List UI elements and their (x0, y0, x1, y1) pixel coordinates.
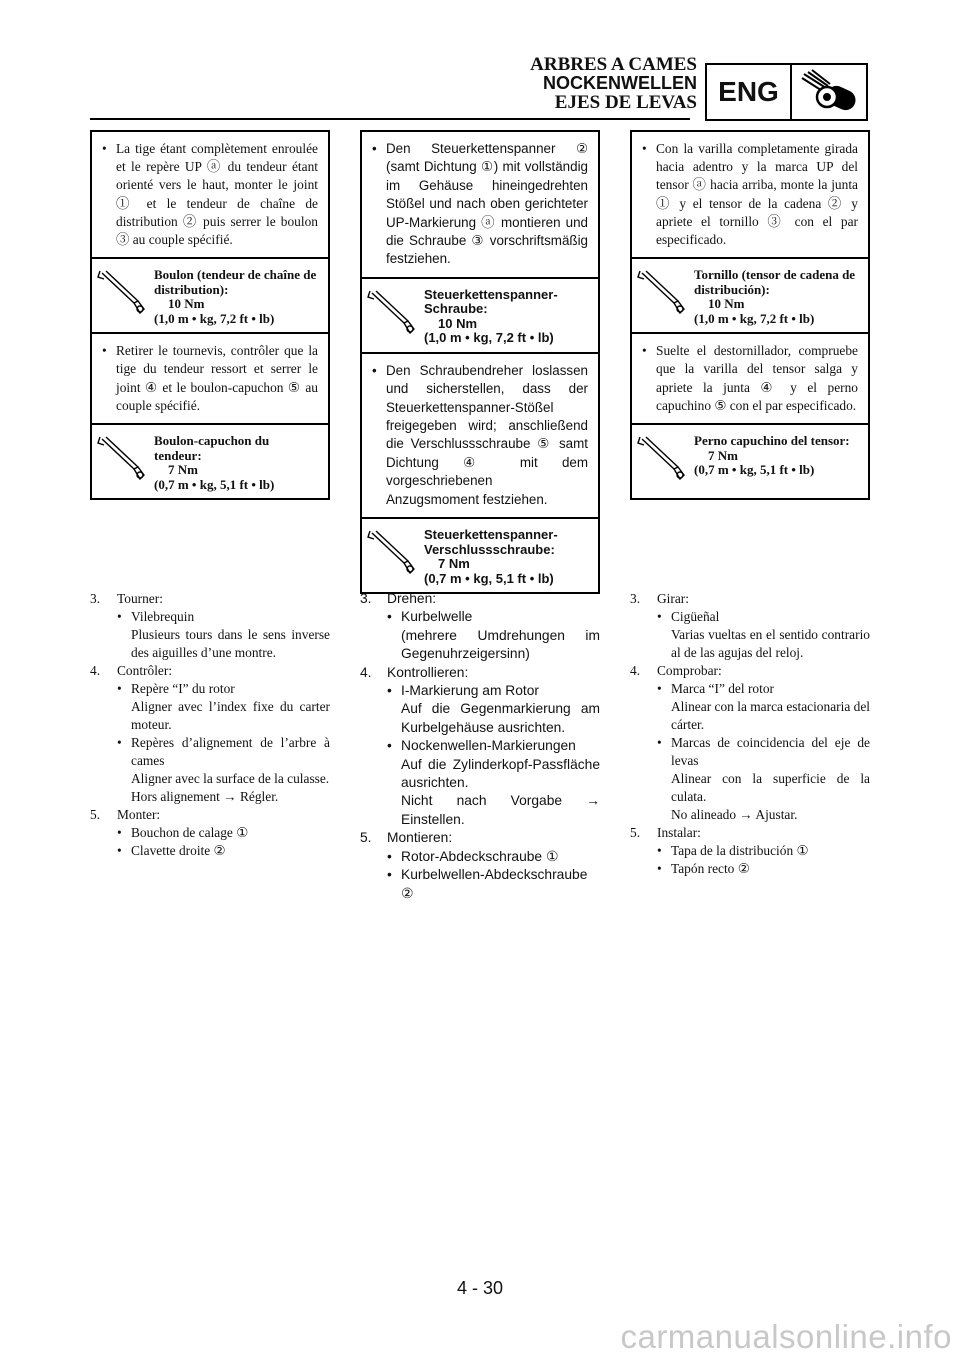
bullet: • (117, 843, 122, 858)
step-sub-item (90, 680, 330, 698)
steps-fr (90, 590, 330, 860)
spec-box-fr (90, 130, 330, 500)
torque-spec-es-1 (632, 259, 868, 334)
page-number: 4 - 30 (456, 1278, 504, 1298)
bullet: • (657, 681, 662, 696)
torque-wrench-icon (96, 265, 154, 326)
section-title-de: NOCKENWELLEN (543, 73, 697, 93)
section-title-es: EJES DE LEVAS (554, 92, 697, 113)
step-sub-text: Marcas de coincidencia del eje de levas (671, 735, 870, 768)
torque-value-nm: 7 Nm (168, 462, 198, 478)
step-sub-text: Auf die Gegenmarkierung am Kurbelgehäuse ausrichten. (401, 701, 600, 735)
eng-label: ENG (707, 65, 792, 119)
step-sub-item (360, 608, 600, 626)
step-sub-item (90, 788, 330, 806)
step-number: 3. (90, 591, 101, 606)
torque-value-nm: 10 Nm (168, 296, 205, 312)
torque-spec-fr-1 (92, 259, 328, 334)
step-number: 4. (630, 663, 641, 678)
step-number: 3. (360, 591, 372, 606)
step-sub-item (90, 698, 330, 734)
step-item (360, 590, 600, 608)
step-sub-text: Marca “I” del rotor (671, 681, 774, 696)
instruction-es-1: • Con la varilla completamente girada hacia adentro y la marca UP del tensor ⓐ hacia arriba, monte la junta ① y el tensor de la cadena ② y apriete el tornillo ③ con el par especificado. (632, 132, 868, 259)
bullet (387, 700, 401, 737)
step-sub-text: (mehrere Umdrehungen im Gegenuhrzeigersinn) (401, 627, 600, 662)
torque-name: Perno capuchino del tensor: (694, 433, 850, 449)
step-sub-item (90, 626, 330, 662)
bullet (117, 698, 131, 734)
torque-spec-de-1 (362, 279, 598, 354)
bullet: • (387, 683, 392, 699)
bullet (117, 770, 131, 788)
step-number: 5. (90, 807, 101, 822)
step-sub-item (630, 626, 870, 662)
step-sub-item (630, 698, 870, 734)
bullet (387, 756, 401, 793)
torque-name: Steuerkettenspanner-Verschlussschraube: (424, 527, 558, 557)
step-label: Monter: (117, 807, 161, 822)
torque-name: Tornillo (tensor de cadena de distribución): (694, 267, 856, 297)
step-sub-item (630, 770, 870, 806)
torque-wrench-icon (96, 431, 154, 492)
step-item (90, 806, 330, 824)
step-item (360, 664, 600, 682)
torque-spec-de-2 (362, 519, 598, 592)
step-sub-item (360, 792, 600, 829)
header-rule (90, 118, 690, 120)
step-sub-text: Rotor-Abdeckschraube ① (401, 848, 559, 864)
steps-de (360, 590, 600, 903)
instruction-fr-1: • La tige étant complètement enroulée et le repère UP ⓐ du tendeur étant orienté vers le haut, monter le joint ① et le tendeur de chaîne de distribution ② puis serrer le boulon ③ au couple spécifié. (92, 132, 328, 259)
instruction-fr-2: • Retirer le tournevis, contrôler que la tige du tendeur ressort et serrer le joint ④ et le boulon-capuchon ⑤ au couple spécifié. (92, 334, 328, 425)
step-sub-text: Kurbelwelle (401, 609, 473, 625)
bullet (657, 770, 671, 806)
step-number: 4. (90, 663, 101, 678)
step-item (360, 829, 600, 847)
step-sub-text: Repères d’alignement de l’arbre à cames (131, 735, 330, 768)
bullet (387, 792, 401, 829)
step-sub-text: Auf die Zylinderkopf-Passfläche ausrichten. (401, 756, 600, 791)
step-sub-item (360, 627, 600, 664)
step-sub-item (90, 734, 330, 770)
torque-wrench-icon (636, 431, 694, 492)
step-label: Contrôler: (117, 663, 173, 678)
step-sub-item (630, 806, 870, 824)
step-number: 4. (360, 664, 372, 680)
step-sub-item (360, 700, 600, 737)
bullet: • (387, 867, 392, 883)
step-item (630, 662, 870, 680)
torque-spec-es-2 (632, 425, 868, 498)
bullet (657, 806, 671, 824)
step-sub-item (90, 770, 330, 788)
step-sub-item (630, 842, 870, 860)
step-sub-text: Aligner avec la surface de la culasse. (131, 771, 330, 786)
torque-value-alt: (0,7 m • kg, 5,1 ft • lb) (154, 476, 275, 492)
step-sub-text: Plusieurs tours dans le sens inverse des aiguilles d’une montre. (131, 627, 330, 660)
spec-box-es (630, 130, 870, 500)
step-sub-text: I-Markierung am Rotor (401, 683, 540, 699)
torque-name: Steuerkettenspanner-Schraube: (424, 286, 558, 317)
bullet: • (387, 848, 392, 864)
camshaft-icon (792, 65, 866, 119)
step-sub-item (90, 824, 330, 842)
step-sub-item (360, 756, 600, 793)
instruction-de-1: • Den Steuerkettenspanner ② (samt Dichtung ①) mit vollständig im Gehäuse hineingedrehten Stößel und nach oben gerichteter UP-Markierung ⓐ montieren und die Schraube ③ vorschriftsmäßig festziehen. (362, 132, 598, 279)
step-sub-text: Varias vueltas en el sentido contrario al de las agujas del reloj. (671, 627, 870, 660)
torque-wrench-icon (366, 285, 424, 346)
step-label: Tourner: (117, 591, 163, 606)
bullet: • (387, 738, 392, 754)
step-number: 5. (630, 825, 641, 840)
torque-value-nm: 7 Nm (438, 556, 470, 572)
step-sub-item (360, 866, 600, 903)
step-sub-item (630, 680, 870, 698)
step-number: 3. (630, 591, 641, 606)
bullet (117, 626, 131, 662)
step-sub-text: Tapa de la distribución ① (671, 843, 809, 858)
torque-value-alt: (1,0 m • kg, 7,2 ft • lb) (154, 310, 275, 326)
step-label: Montieren: (387, 830, 453, 846)
step-sub-item (630, 608, 870, 626)
step-sub-text: Tapón recto ② (671, 861, 750, 876)
step-sub-text: Repère “I” du rotor (131, 681, 235, 696)
bullet: • (387, 609, 392, 625)
step-sub-item (360, 848, 600, 866)
torque-value-alt: (0,7 m • kg, 5,1 ft • lb) (694, 462, 815, 478)
torque-wrench-icon (366, 525, 424, 586)
eng-badge (705, 63, 868, 121)
spec-box-de (360, 130, 600, 594)
step-sub-item (630, 860, 870, 878)
torque-value-nm: 7 Nm (708, 447, 738, 463)
bullet: • (657, 861, 662, 876)
step-label: Girar: (657, 591, 689, 606)
bullet (657, 698, 671, 734)
step-sub-item (360, 682, 600, 700)
step-sub-text: Alinear con la marca estacionaria del cárter. (671, 699, 870, 732)
step-sub-text: Nockenwellen-Markierungen (401, 738, 576, 754)
torque-spec-fr-2 (92, 425, 328, 498)
step-sub-text: Cigüeñal (671, 609, 720, 624)
watermark: carmanualsonline.info (620, 1318, 952, 1355)
step-item (90, 590, 330, 608)
bullet: • (657, 843, 662, 858)
step-item (630, 590, 870, 608)
step-label: Drehen: (387, 591, 437, 606)
step-sub-text: Bouchon de calage ① (131, 825, 249, 840)
torque-value-nm: 10 Nm (708, 296, 745, 312)
torque-value-alt: (1,0 m • kg, 7,2 ft • lb) (694, 310, 815, 326)
bullet (387, 627, 401, 664)
step-sub-text: No alineado → Ajustar. (671, 807, 798, 822)
step-item (90, 662, 330, 680)
step-item (630, 824, 870, 842)
step-label: Instalar: (657, 825, 701, 840)
bullet (117, 788, 131, 806)
step-sub-text: Alinear con la superficie de la culata. (671, 771, 870, 804)
step-sub-text: Hors alignement → Régler. (131, 789, 279, 804)
bullet: • (657, 735, 662, 750)
section-title-fr: ARBRES A CAMES (530, 54, 697, 75)
instruction-es-2: • Suelte el destornillador, compruebe que la varilla del tensor salga y apriete la junta ④ y el perno capuchino ⑤ con el par especificado. (632, 334, 868, 425)
step-sub-text: Kurbelwellen-Abdeckschraube ② (401, 867, 588, 901)
torque-value-alt: (1,0 m • kg, 7,2 ft • lb) (424, 330, 554, 346)
step-sub-item (90, 608, 330, 626)
step-number: 5. (360, 830, 372, 846)
step-sub-text: Nicht nach Vorgabe → Einstellen. (401, 793, 600, 827)
torque-value-alt: (0,7 m • kg, 5,1 ft • lb) (424, 570, 554, 586)
bullet: • (117, 609, 122, 624)
step-sub-text: Clavette droite ② (131, 843, 226, 858)
step-sub-item (360, 737, 600, 755)
step-sub-text: Vilebrequin (131, 609, 195, 624)
torque-value-nm: 10 Nm (438, 315, 478, 331)
torque-name: Boulon-capuchon du tendeur: (154, 433, 270, 463)
bullet: • (117, 735, 122, 750)
step-sub-item (90, 842, 330, 860)
torque-name: Boulon (tendeur de chaîne de distribution): (154, 267, 317, 297)
step-sub-item (630, 734, 870, 770)
step-label: Comprobar: (657, 663, 722, 678)
bullet: • (117, 681, 122, 696)
bullet (657, 626, 671, 662)
bullet: • (117, 825, 122, 840)
steps-es (630, 590, 870, 878)
step-sub-text: Aligner avec l’index fixe du carter moteur. (131, 699, 330, 732)
instruction-de-2: • Den Schraubendreher loslassen und sicherstellen, dass der Steuerkettenspanner-Stößel freigegeben wird; anschließend die Verschlussschraube ⑤ samt Dichtung ④ mit dem vorgeschriebenen Anzugsmoment festziehen. (362, 354, 598, 519)
torque-wrench-icon (636, 265, 694, 326)
bullet: • (657, 609, 662, 624)
step-label: Kontrollieren: (387, 664, 469, 680)
